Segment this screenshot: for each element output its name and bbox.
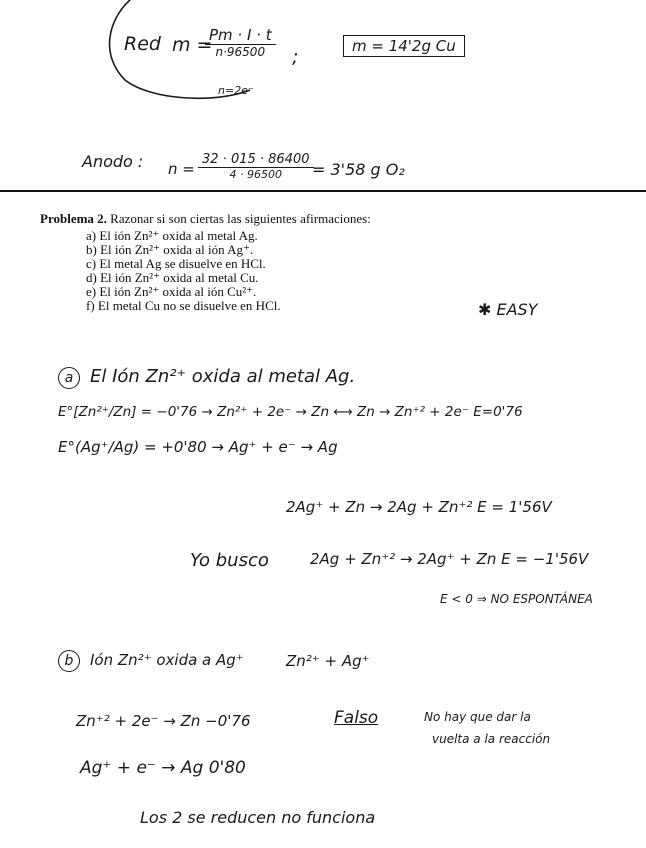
problem-item: c) El metal Ag se disuelve en HCl. <box>86 256 266 271</box>
problem-item: e) El ión Zn²⁺ oxida al ión Cu²⁺. <box>86 284 257 299</box>
part-a-line-3: 2Ag⁺ + Zn → 2Ag + Zn⁺² E = 1'56V <box>286 498 552 516</box>
part-b-marker: b <box>58 650 80 672</box>
part-a-line-2: E°(Ag⁺/Ag) = +0'80 → Ag⁺ + e⁻ → Ag <box>58 438 338 456</box>
red-denominator: n·96500 <box>215 45 266 59</box>
part-b-heading-text: Ión Zn²⁺ oxida a Ag⁺ <box>90 651 244 669</box>
red-note: n=2e⁻ <box>218 84 254 97</box>
red-lhs: m = <box>172 34 213 56</box>
falso-label: Falso <box>334 708 379 728</box>
anodo-result: = 3'58 g O₂ <box>312 160 405 179</box>
anodo-lhs: n = <box>168 160 195 178</box>
problem-title: Problema 2. <box>40 211 107 226</box>
problem-statement <box>40 211 371 313</box>
problem-items <box>86 229 371 313</box>
yo-busco-label: Yo busco <box>190 550 269 571</box>
part-b-line-3: Los 2 se reducen no funciona <box>140 808 376 827</box>
boxed-result: m = 14'2g Cu <box>343 35 465 57</box>
part-b-reaction: Zn²⁺ + Ag⁺ <box>286 652 370 670</box>
problem-item: f) El metal Cu no se disuelve en HCl. <box>86 298 281 313</box>
anodo-numerator: 32 · 015 · 86400 <box>198 152 314 168</box>
part-a-line-1: E°[Zn²⁺/Zn] = −0'76 → Zn²⁺ + 2e⁻ → Zn ⟷ Zn → Zn⁺² + 2e⁻ E=0'76 <box>58 404 523 420</box>
note-line-2: vuelta a la reacción <box>432 732 551 746</box>
problem-item: b) El ión Zn²⁺ oxida al ión Ag⁺. <box>86 242 254 257</box>
part-b-heading <box>58 650 244 672</box>
part-a-line-5: E < 0 ⇒ NO ESPONTÁNEA <box>440 592 593 606</box>
note-line-1: No hay que dar la <box>424 710 531 724</box>
part-b-line-2: Ag⁺ + e⁻ → Ag 0'80 <box>80 758 246 778</box>
red-label: Red <box>124 33 161 55</box>
part-a-line-4: 2Ag + Zn⁺² → 2Ag⁺ + Zn E = −1'56V <box>310 550 589 568</box>
anodo-fraction <box>198 152 314 181</box>
part-b-line-1: Zn⁺² + 2e⁻ → Zn −0'76 <box>76 712 251 730</box>
problem-heading <box>40 211 371 227</box>
semicolon: ; <box>292 46 299 68</box>
part-a-marker: a <box>58 367 80 389</box>
problem-item: a) El ión Zn²⁺ oxida al metal Ag. <box>86 228 258 243</box>
problem-item: d) El ión Zn²⁺ oxida al metal Cu. <box>86 270 259 285</box>
part-a-heading <box>58 366 355 389</box>
problem-intro: Razonar si son ciertas las siguientes afirmaciones: <box>106 211 371 226</box>
anodo-denominator: 4 · 96500 <box>229 168 282 181</box>
anodo-label: Anodo : <box>82 152 144 171</box>
red-numerator: Pm · I · t <box>205 26 276 45</box>
part-a-heading-text: El Ión Zn²⁺ oxida al metal Ag. <box>90 366 356 387</box>
easy-note: ✱ EASY <box>478 300 538 319</box>
section-divider <box>0 190 646 192</box>
red-fraction <box>205 26 276 59</box>
